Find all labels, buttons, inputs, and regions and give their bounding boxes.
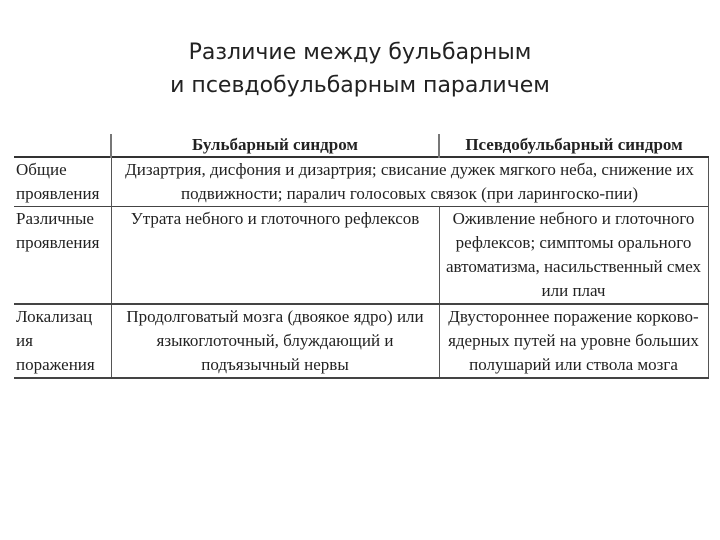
slide-title-line-2: и псевдобульбарным параличем [170, 73, 550, 98]
row-label-general: Общие проявления [14, 157, 111, 207]
table-header-row [14, 134, 708, 157]
row-label-different: Различные проявления [14, 207, 111, 305]
row-label-localization: Локализац ия поражения [14, 304, 111, 378]
slide-title [0, 36, 720, 102]
header-pseudobulbar: Псевдобульбарный синдром [439, 134, 708, 157]
table-row-localization [14, 304, 708, 378]
comparison-table [14, 134, 709, 379]
table-row-different [14, 207, 708, 305]
cell-localization-bulbar: Продолговатый мозга (двоякое ядро) или языкоглоточный, блуждающий и подъязычный нервы [111, 304, 439, 378]
table-row-general [14, 157, 708, 207]
cell-different-pseudobulbar: Оживление небного и глоточного рефлексов; симптомы орального автоматизма, насильственный смех или плач [439, 207, 708, 305]
cell-general-shared: Дизартрия, дисфония и дизартрия; свисание дужек мягкого неба, снижение их подвижности; паралич голосовых связок (при ларингоско-пии) [111, 157, 708, 207]
slide-title-line-1: Различие между бульбарным [188, 40, 532, 65]
header-empty-cell [14, 134, 111, 157]
cell-different-bulbar: Утрата небного и глоточного рефлексов [111, 207, 439, 305]
cell-localization-pseudobulbar: Двустороннее поражение корково-ядерных путей на уровне больших полушарий или ствола мозга [439, 304, 708, 378]
header-bulbar: Бульбарный синдром [111, 134, 439, 157]
